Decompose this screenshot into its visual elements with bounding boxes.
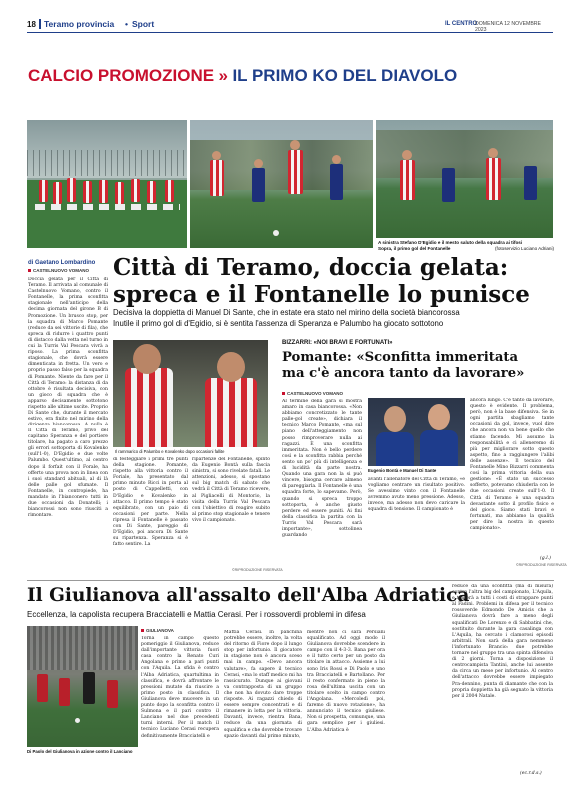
photo-goal-celebration bbox=[376, 120, 553, 238]
kicker-primary: CALCIO PROMOZIONE bbox=[28, 66, 215, 85]
kicker-secondary: IL PRIMO KO DEL DIAVOLO bbox=[232, 66, 458, 85]
player-right-head bbox=[217, 352, 245, 382]
bottom-headline: Il Giulianova all'assalto dell'Alba Adriatica bbox=[27, 585, 470, 606]
bottom-signoff: (ec.r.d.s.) bbox=[520, 771, 542, 776]
headline-line-1: Città di Teramo, doccia gelata: bbox=[113, 254, 509, 281]
player-figure bbox=[252, 168, 265, 202]
player-figure bbox=[83, 181, 92, 203]
sidebar-signoff: (g.l.) bbox=[540, 556, 551, 561]
main-subheadline bbox=[113, 308, 555, 329]
player-figure bbox=[524, 166, 537, 200]
player-left-head bbox=[133, 344, 161, 374]
sidebar-col-3: ancora lungo. C'è tanto da lavorare, questo è evidente. Il problema, però, non è la base difensiva. Se in ogni partita sbagliamo tante occasioni da gol, invece, vuol dire che ancora non va bene quello che stiamo facendo. Mi assumo la responsabilità e ci alleneremo di più per migliorare sotto questo aspetto, fino a raggiungere l'alibi delle assenze». Il tecnico del Fontanelle Mino Bizzarri commenta così la prima vittoria della sua gestione: «È stato un successo sofferto, potevamo chiuderla con le due occasioni create sull'1-0. Il Città di Teramo è una squadra devastante sotto il profilo fisico e del gioco. Siamo stati bravi e fortunati, ma abbiamo la qualità per dire la nostra in questo campionato». bbox=[470, 398, 554, 531]
sidebar-headline-line-2: ma c'è ancora tanto da lavorare» bbox=[282, 366, 525, 381]
photo-giulianova-action bbox=[27, 626, 138, 747]
bottom-col-1: Torna in campo questo pomeriggio il Giulianova, reduce dall'importante vittoria fuori casa contro la Renato Curi Angolana e primo a pari punti con l'Aquila. La sfida è contro l'Alba Adriatica, quartultima in classifica, e dovrà affrontare le pressioni mutate da riuscire a primo posto in classifica. Il Giulianova deve muovere in un punto dopo la sconfitta contro il Sulmona e il pari contro il Lanciano nel due precedenti turni interni. Per il match il tecnico Luciano Cerasi recupera definitivamente Bracciatelli e bbox=[141, 636, 219, 739]
player-head bbox=[212, 151, 221, 160]
sidebar-col-2: avanti l'allenatore del Città di Teramo, «e vogliamo centrare un risultato positivo. Se avessimo vinto con il Fontanelle avremmo avuto meno pressione. Adesso, invece, ma adesso non devo caricare la squadra di tensione. Il campionato è bbox=[368, 477, 465, 513]
player-figure bbox=[115, 182, 124, 204]
player-figure bbox=[39, 180, 48, 202]
photo-match-action bbox=[190, 120, 373, 248]
photo-credit: (fotoservizio Luciano Adriani) bbox=[495, 246, 554, 251]
player-head bbox=[290, 140, 300, 150]
main-headline bbox=[113, 254, 553, 308]
player-head bbox=[488, 148, 498, 158]
player-figure bbox=[400, 160, 415, 200]
byline-location: CASTELNUOVO VOMANO bbox=[28, 268, 89, 273]
sidebar-kicker: BIZZARRI: «NOI BRAVI E FORTUNATI» bbox=[282, 340, 393, 346]
kicker-chevrons: » bbox=[218, 66, 228, 85]
player-shorts-row bbox=[35, 204, 180, 210]
player-figure bbox=[442, 168, 455, 202]
ball bbox=[273, 230, 279, 236]
caption-line-1: A sinistra Stefano D'Egidio e il mesto saluto della squadra ai tifosi bbox=[378, 240, 523, 245]
article-left-column: Doccia gelata per il Città di Teramo. Il arrivata al comunale di Castelnuovo Vomano, contro il Fontanelle, la prima sconfitta stagionale nell'anticipo della decima giornata del girone B di Promozione. Un brusco stop, per la squadra di Marco Pomante (reduce da sei vittorie di fila), che spreca di ridurre i quattro punti di distacco dalla vetta nel turno in cui la Turris Val Pescara vivrà a riposo. La prima sconfitta stagionale, che dovrà essere dimenticata in fretta. Un vero e proprio passo falso per la squadra di Pomante. Niente da fare per il Città di Teramo: la distanza di da ottobre è risultata decisiva, con un gioco di squadra che è apparso decisamente sottotono rispetto alle ultime uscite. Proprio Di Sante che, durante il mercato estivo, era finito nel mirino della bbox=[28, 277, 108, 423]
issue-date: DOMENICA 12 NOVEMBRE 2023 bbox=[475, 21, 542, 33]
player-head bbox=[402, 150, 412, 160]
photo-caption-top-right bbox=[378, 240, 554, 252]
player-head bbox=[332, 155, 341, 164]
section-kicker bbox=[28, 66, 548, 90]
player-figure bbox=[99, 180, 108, 203]
photo-team-salute bbox=[27, 120, 187, 248]
bottom-col-3: mentre non ci sarà Persiani squalificato. Ad oggi modo il Giulianova dovrebbe scendere in campo con il 4-3-3. Bana per ora e il tutto certo per un posto da titolare in attacco. Assieme a lui sono Iris Rossi e Di Paolo e uno tra Bracciatelli e Bartollano. Per il resto confermato in pieno la rosa dell'ultima uscita con un titolare scelto in campo contro l'Angolana. «Mercoledì poi, faremo di nuovo rotazione», ha annunciato il tecnico giuliese. Non si prospetta, comunque, una gara semplice per i giuliesi. L'Alba Adriatica è bbox=[307, 630, 385, 733]
subheadline-line-2: Inutile il primo gol di d'Egidio, si è sentita l'assenza di Speranza e Palumbo ha giocato sottotono bbox=[113, 318, 444, 328]
fence bbox=[27, 150, 187, 176]
photo-caption-bottom: Di Paolo del Giulianova in azione contro il Lanciano bbox=[27, 749, 133, 754]
subsection-name: Sport bbox=[132, 19, 155, 29]
bottom-subheadline: Eccellenza, la capolista recupera Bracciatelli e Mattia Cerasi. Per i rossoverdi problemi in difesa bbox=[27, 610, 366, 619]
person-left-shirt bbox=[376, 432, 414, 466]
byline-author: di Gaetano Lombardino bbox=[28, 260, 96, 266]
ball bbox=[75, 718, 80, 723]
page-number: 18 bbox=[27, 20, 36, 29]
player-figure bbox=[147, 181, 156, 203]
photo-caption-sidebar: Eugenio Bontà e Manuel Di Sante bbox=[368, 468, 437, 473]
masthead: IL CENTRO bbox=[445, 21, 478, 27]
person-right-shirt bbox=[420, 430, 458, 466]
photo-players-disappointed bbox=[113, 340, 268, 447]
player-figure bbox=[131, 179, 140, 202]
section-divider-line bbox=[27, 580, 554, 581]
player-figure bbox=[107, 680, 118, 708]
section-name: Teramo provincia bbox=[44, 19, 115, 29]
sidebar-headline-line-1: Pomante: «Sconfitta immeritata bbox=[282, 350, 519, 365]
player-figure bbox=[210, 160, 224, 196]
person-left-head bbox=[384, 406, 406, 432]
bottom-col-2: Mattia Cerasi. In panchina potrebbe essere, inoltre, la volta del ritorno di Fiore dopo il lungo stop per infortunio. Il giocatore in stagione non è ancora sceso mai in campo. «Devo ancora valutare», fa sapere il tecnico Cerasi, «ma lo staff medico mi ha rassicurato. Dunque ai giovani va contrapposta di un gruppo che non ha dovuto dare troppe risposte. Ai ragazzi chiedo di essere sempre concentrati e di rimanere in lotta per la vittoria. Davanti, invece, rientra Bana, reduce da una giornata di squalifica e che dovrebbe trovare spazio davanti dal primo minuto, bbox=[224, 630, 302, 739]
article-mid-credit: ©RIPRODUZIONE RISERVATA bbox=[232, 568, 283, 572]
player-right-body bbox=[205, 378, 257, 447]
sidebar-col-1: Al termine della gara si mostra amaro in casa biancorossa. «Non abbiamo concretizzato le tante palle-gol create», dichiara il tecnico Marco Pomante, «ma sul piano dell'atteggiamento non posso rimproverare nulla ai ragazzi. È una sconfitta immeritata. Non è bello perdere così e la sconfitta rabbia perché sento un po' più di intelligenza e di lucidità da parte nostra. Quando una gara non la si può vincere, bisogna cercare almeno di pareggiarla. Il Fontanelle è una squadra forte, lo sapevamo. Però, quando si spreca troppo sottoporta, è anche giusto perdere ed essere puniti. Ai fini della classifica la partita con la Turris Val Pescara sarà importante», sottolinea guardando bbox=[282, 399, 362, 539]
sidebar-location: CASTELNUOVO VOMANO bbox=[282, 391, 343, 396]
player-figure bbox=[59, 678, 70, 706]
article-mid-col-1: di festeggiare i primi tre punti della stagione. Pomante, rispetto alla vittoria contro il Foriale, ha presentato dal primo minuto Ricci in porta al posto di Cappelletti, con D'Egidio e Kovalenko in attacco. Il primo tempo è stato equilibrato, con un paio di occasioni per parte. Nella ripresa il Fontanelle è passato con Di Sante, pareggio di D'Egidio, poi ancora Di Sante su ripartenza. Speranza si è fatto sentire. La bbox=[113, 457, 188, 548]
photo-bonta-disante bbox=[368, 398, 465, 466]
player-figure bbox=[83, 672, 95, 704]
article-left-column-cont: Il Città di Teramo, privo del capitano Speranza e del portiere titolare, ha pagato a caro prezzo gli errori sottoporta di Kovalenko (sull'1-0), D'Egidio e due volte Palumbo. Quest'ultimo, al centro dopo il forfait con il Forale, ha offerto una prova non in linea con i suoi standard abituali, al di là delle palle gol sfumate. Il Fontanelle, in contropiede, ha mandato in l'bianconero tutti in due occasioni da Donatelli; i biancorossi non sono riusciti a rimontare. bbox=[28, 428, 108, 519]
player-figure bbox=[486, 158, 501, 200]
player-figure bbox=[288, 150, 303, 194]
bottom-col-4: reduce da una sconfitta (ma di misura) contro l'altra big del campionato, L'Aquila, e tenterà a tutti i costi di strappare punti al Fadini. Problemi in difesa per il tecnico rossoverde Edmondo De Amicis che a Giulianova dovrà fare a meno degli squalificati De Lorenzo e di Sabbatini che, sostituito durante la gara casalinga con L'Aquila, ha cercato i clamorosi episodi arbitrali. Non sarà della gara nemmeno l'infortunato Brancio: due potrebbe tornare nel gruppo tra una spinta difensiva di 2 giorni. Torna a disposizione il centrocampista Tantini, anche lui assente da circa un mese per infortunio. Al centro dell'attacco dovrebbe essere impiegato Pra-dennino, punta di diamante che con la propria doppietta ha già segnato la vittoria per il 2004 Natale. bbox=[452, 584, 553, 699]
photo-caption-mid-left: Il rammarico di Palumbo e Kovalenko dopo occasioni fallite bbox=[115, 449, 225, 454]
sidebar-headline bbox=[282, 350, 554, 382]
player-figure bbox=[53, 182, 62, 204]
article-mid-col-2: ripartenze del Fontanelle, spinto da Eugenio Bontà sulla fascia sinistra, si sono rivelate fatali. Le attenzioni, adesso, si spostano sul big match di sabato che vedrà il Città di Teramo ricevere, al Pigliacelli di Montorio, la visita della Turris Val Pescara con l'obiettivo di reagire subito al primo stop stagionale e tenere vivo il campionato. bbox=[192, 457, 270, 523]
player-figure bbox=[165, 180, 174, 202]
person-right-head bbox=[428, 404, 450, 430]
page-header bbox=[27, 18, 553, 33]
caption-line-2: Sopra, il primo gol del Fontanelle bbox=[378, 246, 451, 251]
player-figure bbox=[37, 674, 48, 702]
section-divider bbox=[39, 19, 41, 29]
player-left-body bbox=[125, 368, 173, 447]
sidebar-credit: ©RIPRODUZIONE RISERVATA bbox=[516, 563, 567, 567]
subheadline-line-1: Decisiva la doppietta di Manuel Di Sante, che in estate era stato nel mirino della società biancorossa bbox=[113, 308, 460, 317]
stands-crowd bbox=[27, 626, 138, 670]
player-head bbox=[254, 159, 263, 168]
player-figure bbox=[67, 178, 76, 202]
player-figure bbox=[330, 164, 343, 200]
headline-line-2: spreca e il Fontanelle lo punisce bbox=[113, 281, 530, 308]
bottom-location: GIULIANOVA bbox=[141, 628, 174, 633]
section-sep: • bbox=[125, 19, 128, 29]
